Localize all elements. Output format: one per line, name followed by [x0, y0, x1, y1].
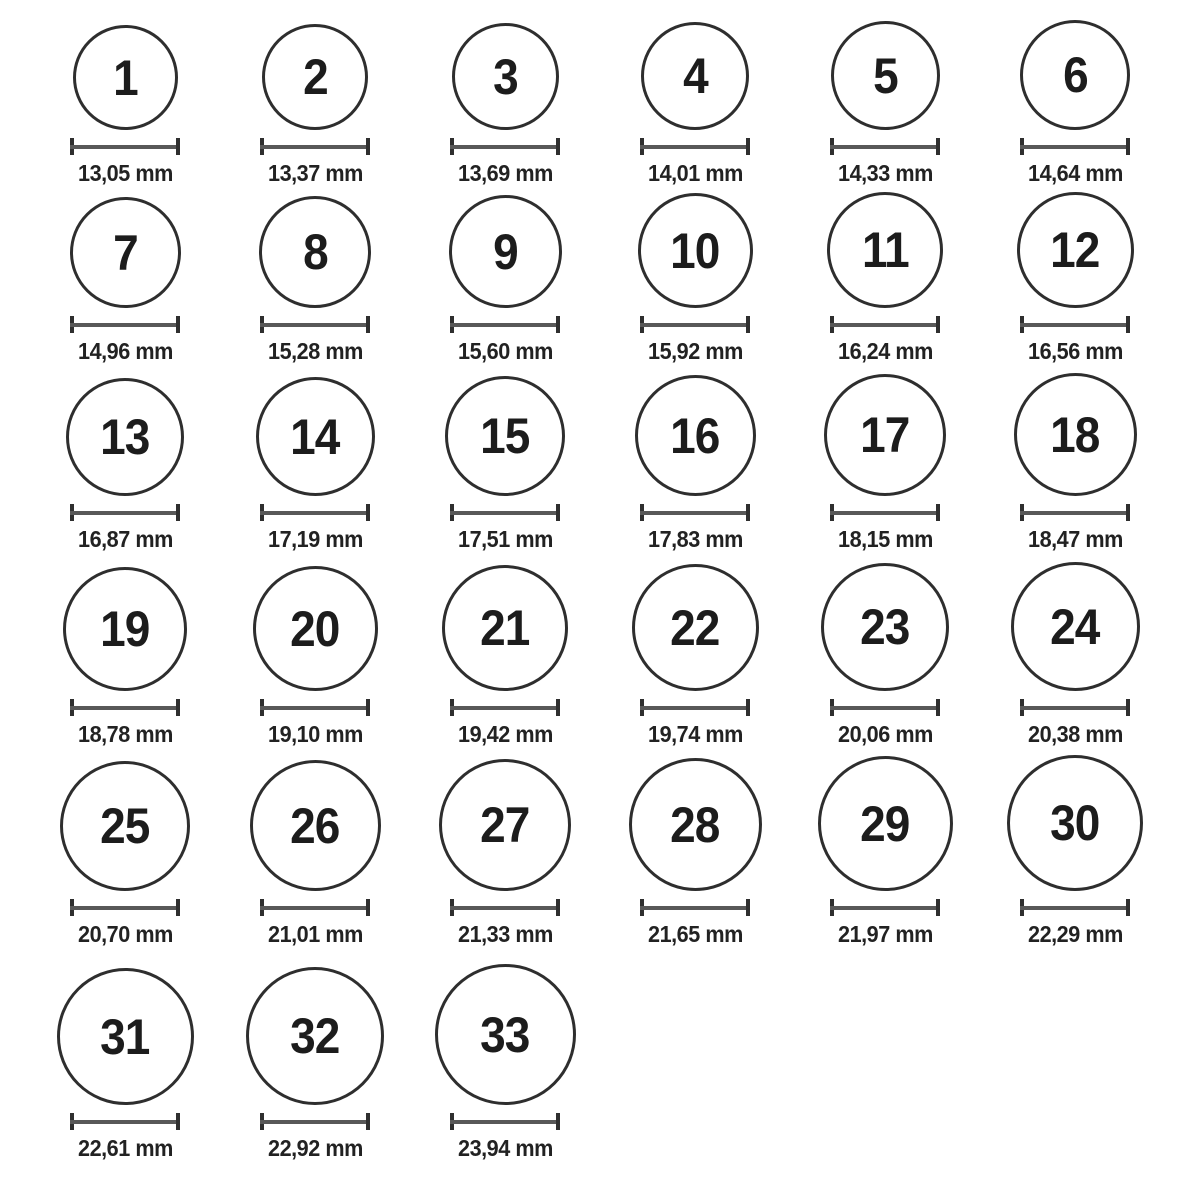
ring-size-cell	[30, 753, 220, 953]
ring-circle	[253, 566, 378, 691]
measure-bar	[70, 145, 180, 149]
measure-tick-right	[176, 1113, 180, 1130]
diameter-measure-line	[450, 1113, 560, 1130]
measure-tick-right	[556, 316, 560, 333]
ring-size-cell	[410, 370, 600, 558]
ring-size-cell	[30, 370, 220, 558]
measure-tick-right	[936, 504, 940, 521]
diameter-measure-line	[640, 899, 750, 916]
ring-circle	[1017, 192, 1134, 308]
diameter-label: 20,06 mm	[837, 721, 933, 748]
diameter-measure-line	[260, 138, 370, 155]
diameter-label: 19,10 mm	[267, 721, 363, 748]
ring-circle	[641, 22, 749, 130]
measure-tick-right	[366, 138, 370, 155]
ring-circle	[445, 376, 565, 496]
ring-size-cell	[790, 753, 980, 953]
diameter-label: 21,65 mm	[647, 921, 743, 948]
ring-size-cell	[600, 192, 790, 370]
ring-size-cell	[790, 0, 980, 192]
measure-tick-right	[176, 138, 180, 155]
ring-size-cell	[600, 753, 790, 953]
diameter-label: 15,60 mm	[457, 338, 553, 365]
ring-size-number: 12	[1050, 222, 1100, 279]
measure-tick-right	[556, 699, 560, 716]
diameter-label: 15,92 mm	[647, 338, 743, 365]
ring-circle	[246, 967, 384, 1105]
ring-circle	[256, 377, 375, 496]
diameter-measure-line	[830, 699, 940, 716]
diameter-measure-line	[450, 504, 560, 521]
ring-size-number: 3	[492, 48, 518, 105]
ring-size-cell	[600, 370, 790, 558]
diameter-measure-line	[450, 316, 560, 333]
ring-size-number: 22	[670, 599, 720, 656]
measure-bar	[70, 511, 180, 515]
diameter-label: 18,15 mm	[837, 526, 933, 553]
diameter-label: 14,33 mm	[837, 160, 933, 187]
measure-bar	[260, 1120, 370, 1124]
measure-bar	[70, 1120, 180, 1124]
measure-tick-right	[556, 1113, 560, 1130]
measure-tick-right	[1126, 699, 1130, 716]
ring-circle	[635, 375, 756, 496]
ring-size-number: 26	[290, 797, 340, 854]
measure-tick-right	[176, 899, 180, 916]
ring-size-number: 9	[492, 223, 518, 280]
ring-circle	[1007, 755, 1143, 891]
diameter-measure-line	[70, 899, 180, 916]
ring-size-cell	[790, 558, 980, 753]
ring-circle	[1020, 20, 1130, 130]
measure-bar	[450, 706, 560, 710]
ring-size-cell	[410, 558, 600, 753]
diameter-label: 22,29 mm	[1027, 921, 1123, 948]
diameter-label: 18,78 mm	[77, 721, 173, 748]
measure-tick-right	[1126, 316, 1130, 333]
diameter-measure-line	[640, 699, 750, 716]
measure-bar	[260, 323, 370, 327]
ring-size-cell	[790, 370, 980, 558]
ring-size-cell	[410, 192, 600, 370]
diameter-label: 17,19 mm	[267, 526, 363, 553]
diameter-measure-line	[260, 699, 370, 716]
measure-bar	[260, 706, 370, 710]
diameter-label: 14,96 mm	[77, 338, 173, 365]
ring-circle	[821, 563, 949, 691]
ring-size-cell	[30, 192, 220, 370]
ring-size-cell	[980, 0, 1170, 192]
ring-size-cell	[410, 0, 600, 192]
measure-tick-right	[1126, 899, 1130, 916]
diameter-label: 14,01 mm	[647, 160, 743, 187]
ring-circle	[824, 374, 946, 496]
diameter-label: 14,64 mm	[1027, 160, 1123, 187]
ring-size-number: 21	[480, 600, 530, 657]
ring-size-cell	[220, 753, 410, 953]
measure-tick-right	[936, 699, 940, 716]
ring-circle	[439, 759, 571, 891]
ring-size-cell	[220, 953, 410, 1167]
diameter-label: 23,94 mm	[457, 1135, 553, 1162]
measure-tick-right	[366, 699, 370, 716]
ring-circle	[63, 567, 187, 691]
ring-size-number: 10	[670, 222, 720, 279]
diameter-measure-line	[70, 699, 180, 716]
ring-circle	[831, 21, 940, 130]
ring-size-number: 6	[1062, 47, 1088, 104]
measure-tick-right	[556, 138, 560, 155]
ring-size-cell	[30, 558, 220, 753]
measure-bar	[830, 323, 940, 327]
ring-size-number: 11	[861, 222, 909, 279]
measure-bar	[830, 906, 940, 910]
diameter-measure-line	[70, 504, 180, 521]
measure-bar	[640, 906, 750, 910]
diameter-label: 16,87 mm	[77, 526, 173, 553]
ring-size-number: 24	[1050, 598, 1100, 655]
measure-bar	[640, 511, 750, 515]
diameter-measure-line	[450, 699, 560, 716]
diameter-measure-line	[260, 504, 370, 521]
diameter-measure-line	[830, 899, 940, 916]
ring-circle	[70, 197, 181, 308]
ring-size-number: 5	[872, 47, 898, 104]
diameter-label: 20,38 mm	[1027, 721, 1123, 748]
diameter-label: 17,51 mm	[457, 526, 553, 553]
diameter-label: 16,24 mm	[837, 338, 933, 365]
ring-circle	[60, 761, 190, 891]
measure-bar	[640, 706, 750, 710]
measure-bar	[70, 906, 180, 910]
diameter-measure-line	[70, 316, 180, 333]
ring-circle	[57, 968, 194, 1105]
ring-circle	[66, 378, 184, 496]
measure-tick-right	[936, 899, 940, 916]
ring-size-number: 18	[1050, 406, 1100, 463]
diameter-label: 20,70 mm	[77, 921, 173, 948]
measure-bar	[1020, 511, 1130, 515]
measure-tick-right	[176, 316, 180, 333]
diameter-measure-line	[830, 138, 940, 155]
ring-size-number: 28	[670, 796, 720, 853]
ring-size-cell	[790, 192, 980, 370]
diameter-label: 15,28 mm	[267, 338, 363, 365]
measure-tick-right	[746, 316, 750, 333]
ring-size-number: 31	[100, 1008, 150, 1065]
diameter-label: 13,05 mm	[77, 160, 173, 187]
measure-bar	[830, 145, 940, 149]
ring-size-number: 23	[860, 599, 910, 656]
measure-bar	[70, 323, 180, 327]
ring-size-cell	[220, 370, 410, 558]
ring-size-number: 7	[112, 224, 138, 281]
ring-size-number: 13	[100, 409, 150, 466]
measure-bar	[450, 906, 560, 910]
diameter-label: 22,92 mm	[267, 1135, 363, 1162]
diameter-label: 16,56 mm	[1027, 338, 1123, 365]
measure-bar	[1020, 323, 1130, 327]
diameter-measure-line	[450, 138, 560, 155]
ring-circle	[449, 195, 562, 308]
measure-bar	[830, 706, 940, 710]
measure-bar	[830, 511, 940, 515]
diameter-measure-line	[640, 138, 750, 155]
measure-bar	[260, 906, 370, 910]
ring-circle	[262, 24, 368, 130]
ring-size-number: 1	[112, 49, 138, 106]
measure-bar	[450, 511, 560, 515]
ring-size-cell	[980, 753, 1170, 953]
measure-tick-right	[176, 699, 180, 716]
ring-size-number: 16	[670, 407, 720, 464]
diameter-measure-line	[450, 899, 560, 916]
ring-size-number: 19	[100, 601, 150, 658]
measure-bar	[450, 145, 560, 149]
ring-size-number: 15	[480, 408, 530, 465]
diameter-measure-line	[830, 316, 940, 333]
measure-tick-right	[366, 316, 370, 333]
diameter-label: 18,47 mm	[1027, 526, 1123, 553]
measure-bar	[1020, 906, 1130, 910]
measure-tick-right	[366, 1113, 370, 1130]
ring-circle	[1014, 373, 1137, 496]
ring-size-cell	[220, 192, 410, 370]
measure-bar	[260, 145, 370, 149]
ring-size-cell	[980, 370, 1170, 558]
measure-bar	[640, 323, 750, 327]
ring-size-number: 32	[290, 1008, 340, 1065]
diameter-measure-line	[1020, 138, 1130, 155]
measure-tick-right	[366, 504, 370, 521]
measure-bar	[70, 706, 180, 710]
measure-tick-right	[556, 899, 560, 916]
ring-size-cell	[220, 0, 410, 192]
ring-circle	[818, 756, 953, 891]
ring-circle	[435, 964, 576, 1105]
diameter-label: 21,97 mm	[837, 921, 933, 948]
measure-tick-right	[176, 504, 180, 521]
diameter-measure-line	[1020, 899, 1130, 916]
ring-circle	[442, 565, 568, 691]
diameter-label: 19,74 mm	[647, 721, 743, 748]
measure-bar	[640, 145, 750, 149]
measure-tick-right	[746, 899, 750, 916]
measure-tick-right	[1126, 504, 1130, 521]
measure-tick-right	[746, 504, 750, 521]
diameter-measure-line	[640, 316, 750, 333]
ring-circle	[1011, 562, 1140, 691]
diameter-measure-line	[640, 504, 750, 521]
measure-tick-right	[1126, 138, 1130, 155]
diameter-label: 13,69 mm	[457, 160, 553, 187]
ring-circle	[632, 564, 759, 691]
diameter-label: 21,01 mm	[267, 921, 363, 948]
ring-size-number: 14	[290, 408, 340, 465]
diameter-label: 22,61 mm	[77, 1135, 173, 1162]
ring-circle	[638, 193, 753, 308]
ring-size-cell	[220, 558, 410, 753]
ring-size-cell	[410, 953, 600, 1167]
diameter-label: 17,83 mm	[647, 526, 743, 553]
ring-size-number: 27	[480, 797, 530, 854]
ring-size-number: 33	[480, 1006, 530, 1063]
measure-bar	[450, 1120, 560, 1124]
diameter-label: 13,37 mm	[267, 160, 363, 187]
ring-size-number: 29	[860, 795, 910, 852]
diameter-measure-line	[260, 1113, 370, 1130]
diameter-measure-line	[1020, 699, 1130, 716]
ring-size-number: 20	[290, 600, 340, 657]
diameter-label: 19,42 mm	[457, 721, 553, 748]
measure-tick-right	[936, 138, 940, 155]
measure-tick-right	[556, 504, 560, 521]
ring-size-number: 17	[860, 407, 910, 464]
measure-bar	[450, 323, 560, 327]
ring-size-cell	[30, 953, 220, 1167]
ring-size-cell	[980, 192, 1170, 370]
measure-tick-right	[936, 316, 940, 333]
ring-size-cell	[600, 0, 790, 192]
measure-tick-right	[746, 699, 750, 716]
measure-bar	[1020, 145, 1130, 149]
ring-size-cell	[600, 558, 790, 753]
ring-size-number: 2	[302, 49, 328, 106]
ring-size-number: 30	[1050, 795, 1100, 852]
ring-size-cell	[30, 0, 220, 192]
ring-circle	[259, 196, 371, 308]
ring-circle	[629, 758, 762, 891]
measure-tick-right	[746, 138, 750, 155]
diameter-measure-line	[260, 899, 370, 916]
ring-size-number: 4	[682, 48, 708, 105]
ring-size-cell	[980, 558, 1170, 753]
ring-size-cell	[410, 753, 600, 953]
diameter-measure-line	[260, 316, 370, 333]
ring-circle	[250, 760, 381, 891]
ring-size-number: 8	[302, 224, 328, 281]
diameter-label: 21,33 mm	[457, 921, 553, 948]
diameter-measure-line	[830, 504, 940, 521]
measure-tick-right	[366, 899, 370, 916]
diameter-measure-line	[70, 138, 180, 155]
ring-circle	[827, 192, 943, 308]
diameter-measure-line	[1020, 316, 1130, 333]
diameter-measure-line	[70, 1113, 180, 1130]
diameter-measure-line	[1020, 504, 1130, 521]
ring-circle	[452, 23, 559, 130]
ring-circle	[73, 25, 178, 130]
ring-size-number: 25	[100, 798, 150, 855]
measure-bar	[260, 511, 370, 515]
measure-bar	[1020, 706, 1130, 710]
